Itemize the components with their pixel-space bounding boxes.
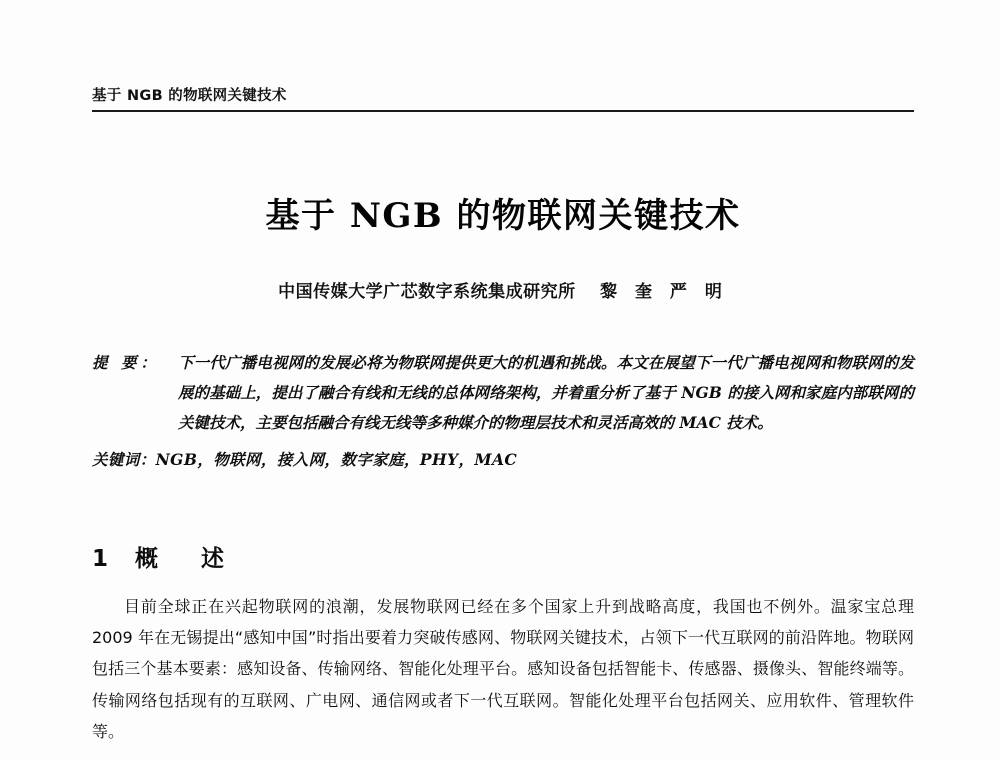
keywords-line (92, 445, 914, 474)
affiliation: 中国传媒大学广芯数字系统集成研究所 (278, 282, 576, 302)
author-names: 黎 奎 严 明 (600, 282, 728, 302)
author-line (92, 277, 914, 302)
abstract-text: 下一代广播电视网的发展必将为物联网提供更大的机遇和挑战。本文在展望下一代广播电视网和物联网的发展的基础上，提出了融合有线和无线的总体网络架构，并着重分析了基于 NGB 的接入网和家庭内部联网的关键技术，主要包括融合有线无线等多种媒介的物理层技术和灵活高效的 MAC 技术。 (178, 353, 914, 433)
abstract-block (92, 348, 914, 439)
running-head-rule (92, 110, 914, 112)
page-content (92, 0, 914, 763)
keywords-text: NGB，物联网，接入网，数字家庭，PHY，MAC (155, 449, 518, 469)
keywords-label: 关键词： (92, 449, 156, 469)
section-number: 1 (92, 546, 110, 573)
body-paragraph: 目前全球正在兴起物联网的浪潮，发展物联网已经在多个国家上升到战略高度，我国也不例外。温家宝总理 2009 年在无锡提出“感知中国”时指出要着力突破传感网、物联网关键技术，占领下一代互联网的前沿阵地。物联网包括三个基本要素：感知设备、传输网络、智能化处理平台。感知设备包括智能卡、传感器、摄像头、智能终端等。传输网络包括现有的互联网、广电网、通信网或者下一代互联网。智能化处理平台包括网关、应用软件、管理软件等。 (92, 597, 914, 741)
running-head: 基于 NGB 的物联网关键技术 (92, 88, 287, 104)
section-title: 概 述 (135, 546, 235, 573)
page-title: 基于 NGB 的物联网关键技术 (265, 196, 741, 236)
section-heading (92, 540, 914, 573)
abstract-label: 提 要： (92, 353, 160, 372)
